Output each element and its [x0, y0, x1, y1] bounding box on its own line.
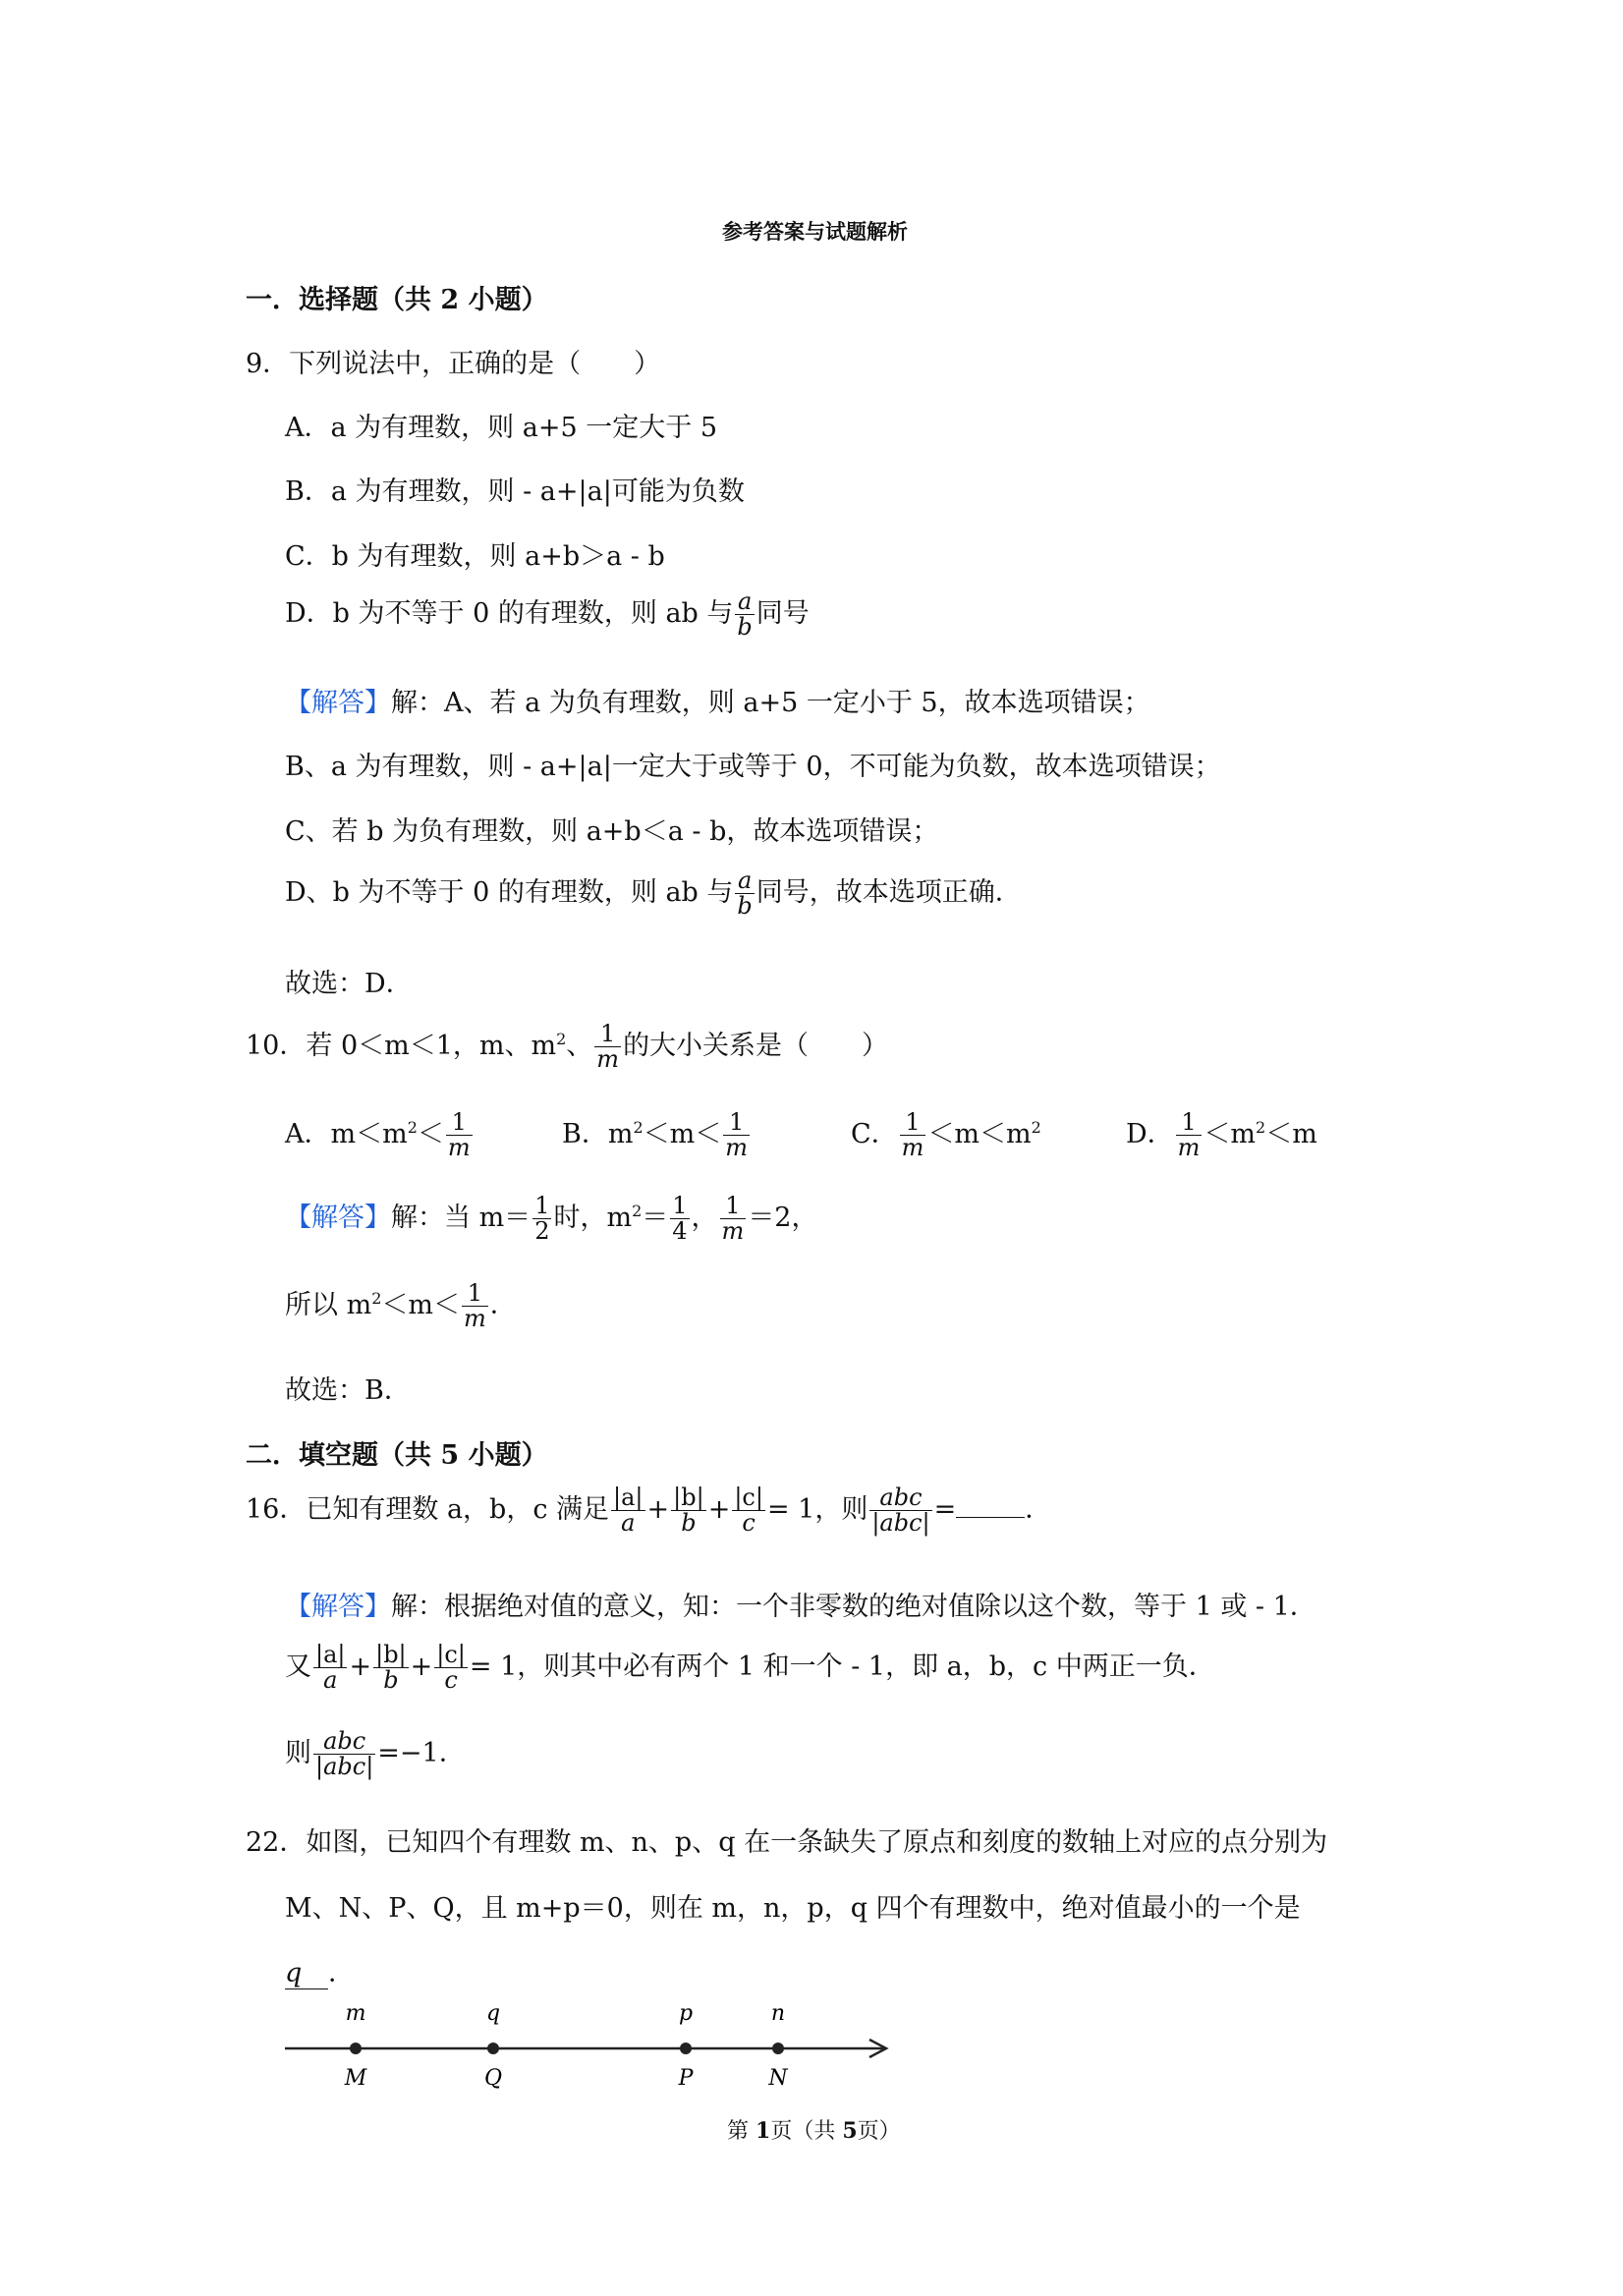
q9-answer-line1: 【解答】解：A、若 a 为负有理数，则 a+5 一定小于 5，故本选项错误； [285, 688, 1150, 718]
section-heading-fill: 二．填空题（共 5 小题） [246, 1440, 548, 1471]
q9-option-d: D．b 为不等于 0 的有理数，则 ab 与 $\frac{a}{b}$ 同号 [285, 588, 810, 642]
svg-text:M: M [344, 2066, 367, 2091]
answer-tag: 【解答】 [285, 688, 391, 718]
q10-choice: 故选：B． [285, 1375, 411, 1406]
q16-answer-line2: 又 $\frac{|a|}{a}$ + $\frac{|b|}{b}$ + $\frac{|c|}{c}$ = 1，则其中必有两个 1 和一个 - 1，即 a，b，c 中两正一负． [285, 1641, 1215, 1695]
svg-text:q: q [485, 2001, 501, 2026]
svg-text:P: P [678, 2066, 694, 2091]
answer-tag: 【解答】 [285, 1203, 391, 1234]
svg-text:p: p [678, 2001, 694, 2026]
point-q [484, 2001, 502, 2091]
q9-answer-line3: C、若 b 为负有理数，则 a+b＜a - b，故本选项错误； [285, 816, 939, 847]
svg-text:n: n [770, 2001, 786, 2026]
q10-stem: 10．若 0＜m＜1，m、$m^2$、 $\frac{1}{m}$ 的大小关系是（ ） [246, 1020, 889, 1074]
q22-stem-line2: M、N、P、Q，且 m+p＝0，则在 m，n，p，q 四个有理数中，绝对值最小的一个是 [285, 1893, 1301, 1924]
q10-answer-line2: 所以 $m^2<m<$ $\frac{1}{m}$ ． [285, 1279, 517, 1333]
q9-option-b: B．a 为有理数，则 - a+|a|可能为负数 [285, 476, 745, 507]
q10-option-c: C． $\frac{1}{m}$ $<m<m^2$ [851, 1108, 1041, 1162]
q9-choice: 故选：D． [285, 969, 413, 999]
section-heading-choice: 一．选择题（共 2 小题） [246, 285, 548, 315]
point-p [678, 2001, 695, 2091]
answer-tag: 【解答】 [285, 1592, 391, 1622]
q9-option-a: A．a 为有理数，则 a+5 一定大于 5 [285, 413, 718, 443]
q16-stem: 16．已知有理数 a，b，c 满足 $\frac{|a|}{a}$ + $\frac{|b|}{b}$ + $\frac{|c|}{c}$ = 1，则 $\frac{\text{abc}}{\text{|abc|}}$ = ． [246, 1484, 1052, 1538]
svg-text:Q: Q [483, 2066, 503, 2091]
answer-blank [956, 1495, 1025, 1518]
q16-answer-line1: 【解答】解：根据绝对值的意义，知：一个非零数的绝对值除以这个数，等于 1 或 - 1． [285, 1592, 1316, 1622]
q9-answer-line4: D、b 为不等于 0 的有理数，则 ab 与 $\frac{a}{b}$ 同号，故本选项正确． [285, 867, 1022, 921]
q10-answer-line1: 【解答】解：当 m＝ $\frac{1}{2}$ 时，$m^2=$ $\frac{1}{4}$ ， $\frac{1}{m}$ ＝2， [285, 1192, 818, 1246]
q22-stem-line1: 22．如图，已知四个有理数 m、n、p、q 在一条缺失了原点和刻度的数轴上对应的点分别为 [246, 1827, 1328, 1858]
svg-text:m: m [345, 2001, 366, 2026]
q10-option-d: D． $\frac{1}{m}$ $<m^2<m$ [1126, 1108, 1317, 1162]
point-m [344, 2001, 367, 2091]
q10-option-b: B．$m^2<m<$ $\frac{1}{m}$ [562, 1108, 749, 1162]
svg-text:N: N [768, 2066, 788, 2091]
q16-answer-line3: 则 $\frac{\text{abc}}{\text{|abc|}}$ =−1． [285, 1727, 466, 1781]
q9-option-c: C．b 为有理数，则 a+b＞a - b [285, 541, 665, 572]
page-footer: 第 1页（共 5页） [727, 2118, 901, 2144]
point-n [767, 2001, 788, 2091]
q22-answer: q ． [285, 1958, 355, 1988]
number-line-figure [275, 1994, 904, 2093]
q10-option-a: A．$m<m^2<$ $\frac{1}{m}$ [285, 1108, 471, 1162]
q9-stem: 9．下列说法中，正确的是（ ） [246, 349, 661, 379]
q9-answer-line2: B、a 为有理数，则 - a+|a|一定大于或等于 0，不可能为负数，故本选项错误； [285, 752, 1221, 782]
page-title: 参考答案与试题解析 [722, 219, 908, 244]
